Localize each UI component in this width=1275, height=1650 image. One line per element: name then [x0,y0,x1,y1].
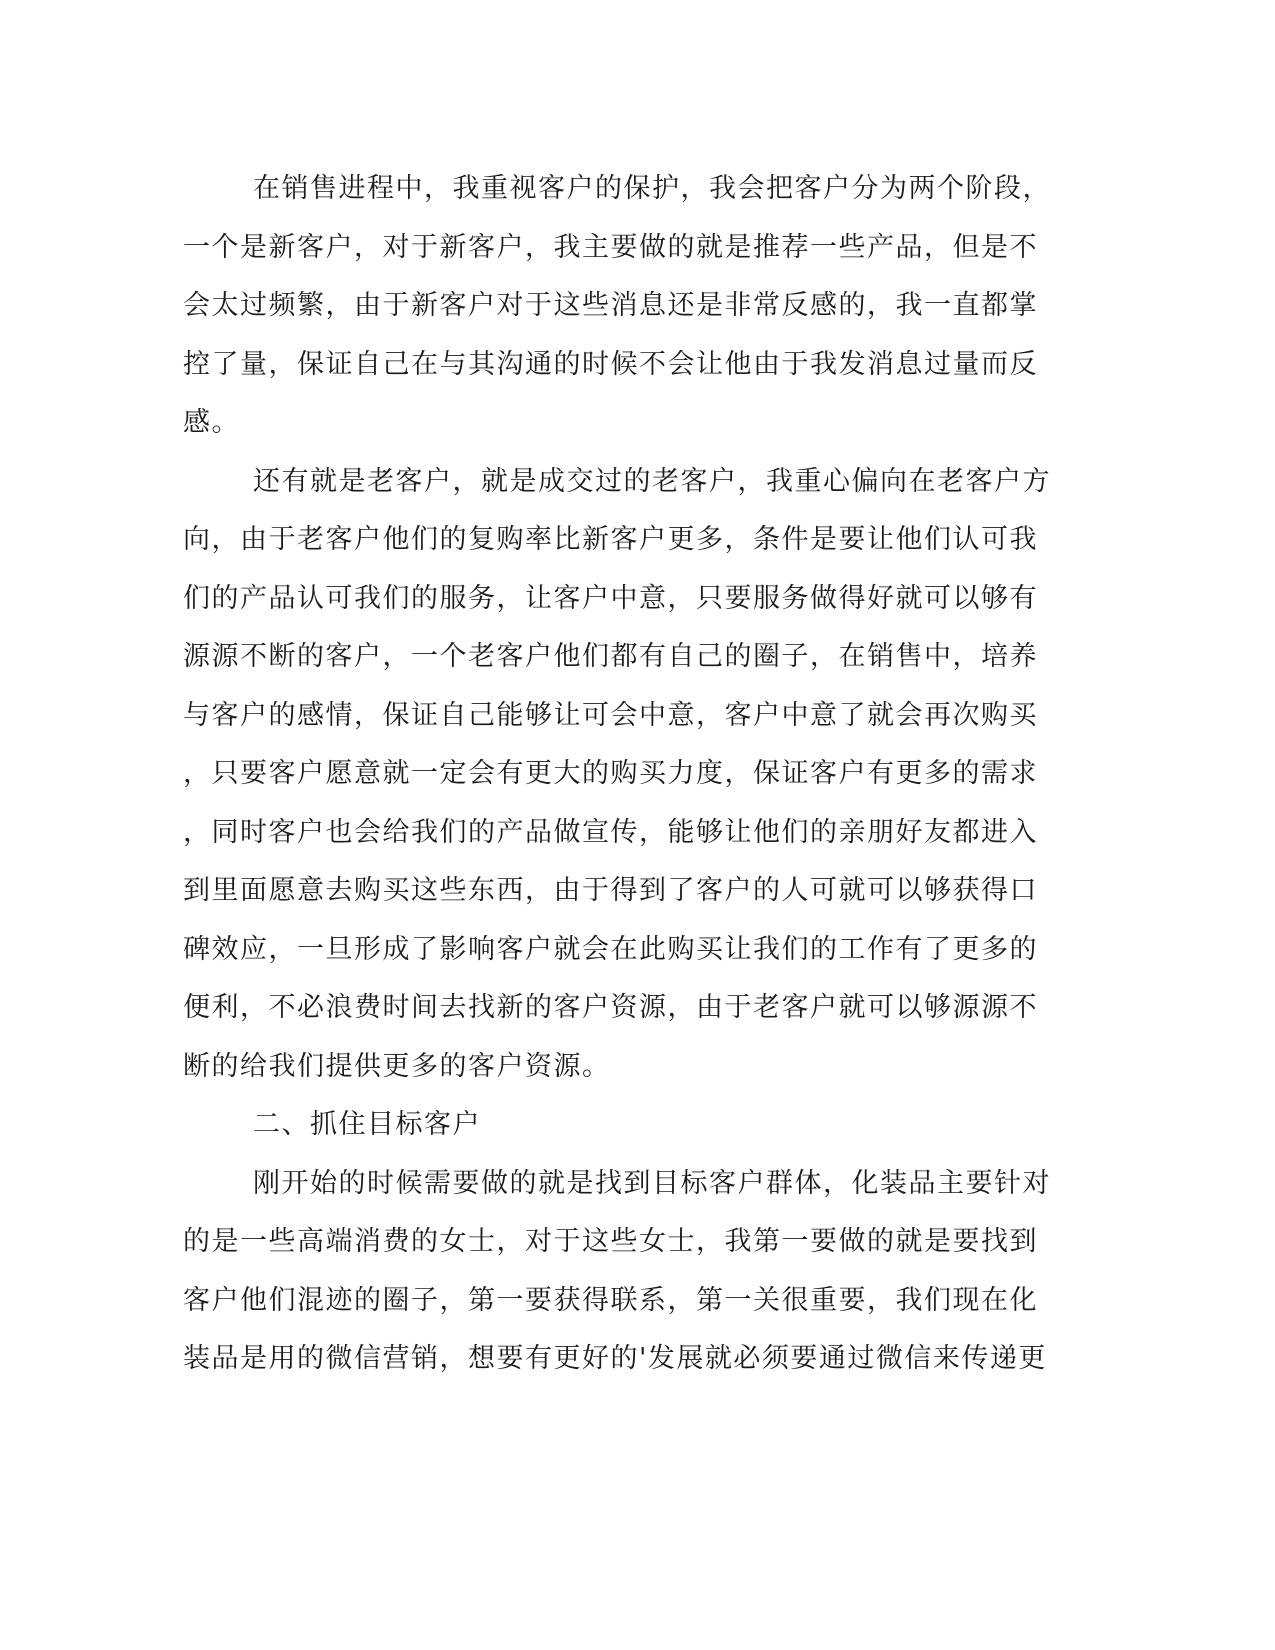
text-line: 还有就是老客户，就是成交过的老客户，我重心偏向在老客户方 [253,465,1051,497]
text-line: 会太过频繁，由于新客户对于这些消息还是非常反感的，我一直都掌 [183,290,1038,321]
text-line: 向，由于老客户他们的复购率比新客户更多，条件是要让他们认可我 [183,524,1038,555]
text-line: 在销售进程中，我重视客户的保护，我会把客户分为两个阶段， [253,173,1051,204]
text-line: 感。 [183,407,240,438]
text-line: ，只要客户愿意就一定会有更大的购买力度，保证客户有更多的需求 [183,758,1038,789]
text-line: 与客户的感情，保证自己能够让可会中意，客户中意了就会再次购买 [183,699,1038,731]
document-body [183,160,1051,1389]
text-line: 刚开始的时候需要做的就是找到目标客户群体，化装品主要针对 [253,1167,1051,1199]
text-line: 的是一些高端消费的女士，对于这些女士，我第一要做的就是要找到 [183,1226,1038,1257]
text-line: 碑效应，一旦形成了影响客户就会在此购买让我们的工作有了更多的 [183,933,1038,965]
text-line: 控了量，保证自己在与其沟通的时候不会让他由于我发消息过量而反 [183,348,1038,380]
text-line: 到里面愿意去购买这些东西，由于得到了客户的人可就可以够获得口 [183,875,1038,906]
text-line: 源源不断的客户，一个老客户他们都有自己的圈子，在销售中，培养 [183,641,1038,672]
section-heading: 二、抓住目标客户 [253,1109,481,1140]
text-line: ，同时客户也会给我们的产品做宣传，能够让他们的亲朋好友都进入 [183,816,1038,848]
text-line: 客户他们混迹的圈子，第一要获得联系，第一关很重要，我们现在化 [183,1284,1038,1316]
text-line: 便利，不必浪费时间去找新的客户资源，由于老客户就可以够源源不 [183,992,1038,1023]
text-line: 一个是新客户，对于新客户，我主要做的就是推荐一些产品，但是不 [183,231,1038,263]
text-line: 断的给我们提供更多的客户资源。 [183,1050,611,1082]
text-line: 们的产品认可我们的服务，让客户中意，只要服务做得好就可以够有 [183,582,1038,614]
text-line: 装品是用的微信营销，想要有更好的'发展就必须要通过微信来传递更 [183,1343,1047,1374]
